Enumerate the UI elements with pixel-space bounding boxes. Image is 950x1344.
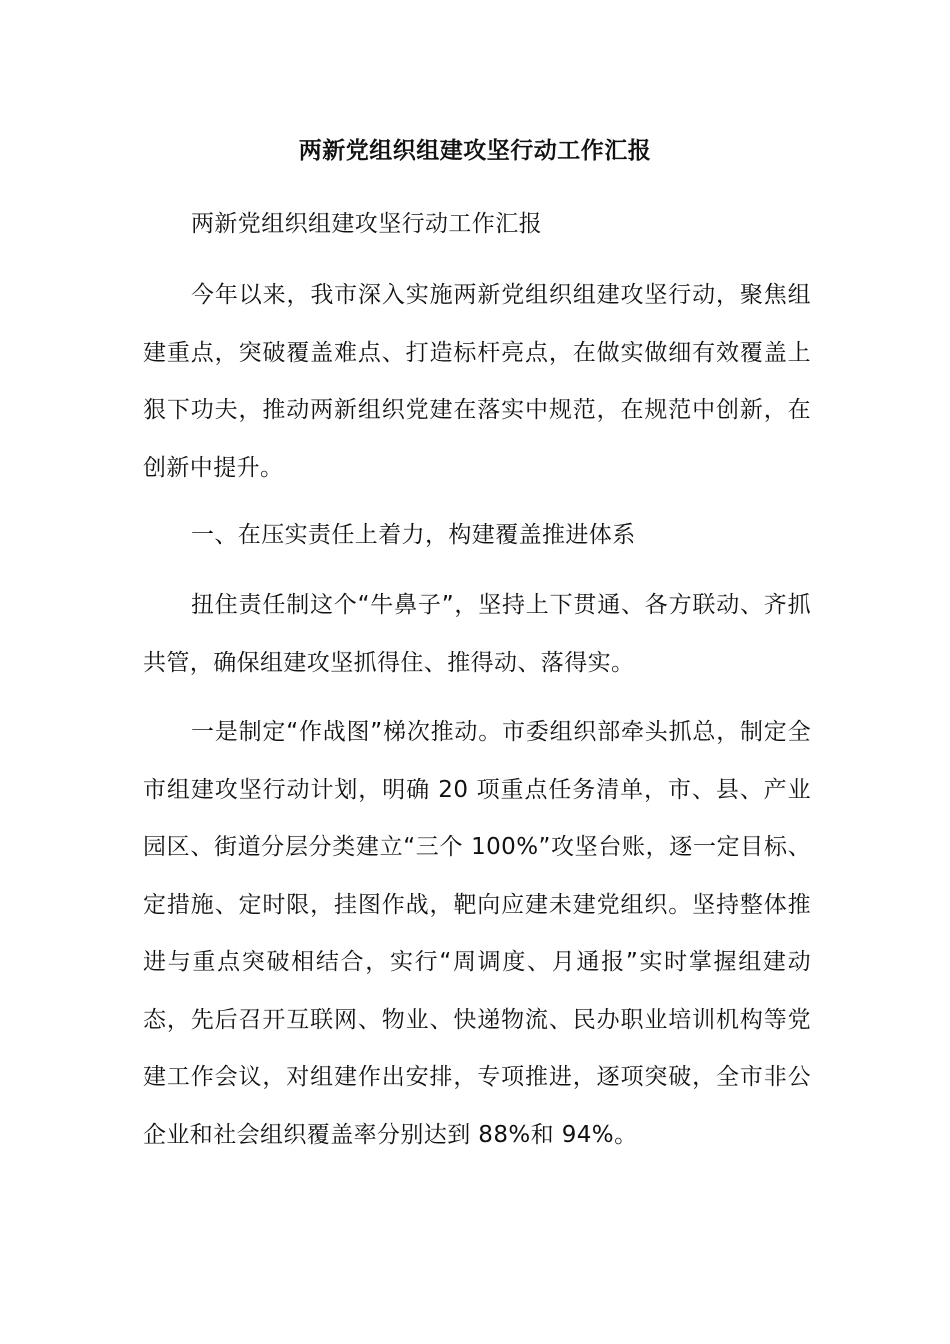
intro-paragraph: 今年以来，我市深入实施两新党组织组建攻坚行动，聚焦组建重点，突破覆盖难点、打造标杆亮点，在做实做细有效覆盖上狠下功夫，推动两新组织党建在落实中规范，在规范中创新，在创新中提升。 (143, 282, 811, 481)
subtitle-paragraph: 两新党组织组建攻坚行动工作汇报 (191, 211, 542, 237)
document-title: 两新党组织组建攻坚行动工作汇报 (298, 138, 652, 164)
body-paragraph: 一是制定“作战图”梯次推动。市委组织部牵头抓总，制定全市组建攻坚行动计划，明确 20 项重点任务清单，市、县、产业园区、街道分层分类建立“三个 100%”攻坚台账，逐一定目标、定措施、定时限，挂图作战，靶向应建未建党组织。坚持整体推进与重点突破相结合，实行“周调度、月通报”实时掌握组建动态，先后召开互联网、物业、快递物流、民办职业培训机构等党建工作会议，对组建作出安排，专项推进，逐项突破，全市非公企业和社会组织覆盖率分别达到 88%和 94%。 (143, 719, 811, 1148)
section-heading: 一、在压实责任上着力，构建覆盖推进体系 (191, 522, 636, 548)
section-lead-paragraph: 扭住责任制这个“牛鼻子”，坚持上下贯通、各方联动、齐抓共管，确保组建攻坚抓得住、推得动、落得实。 (143, 592, 811, 676)
